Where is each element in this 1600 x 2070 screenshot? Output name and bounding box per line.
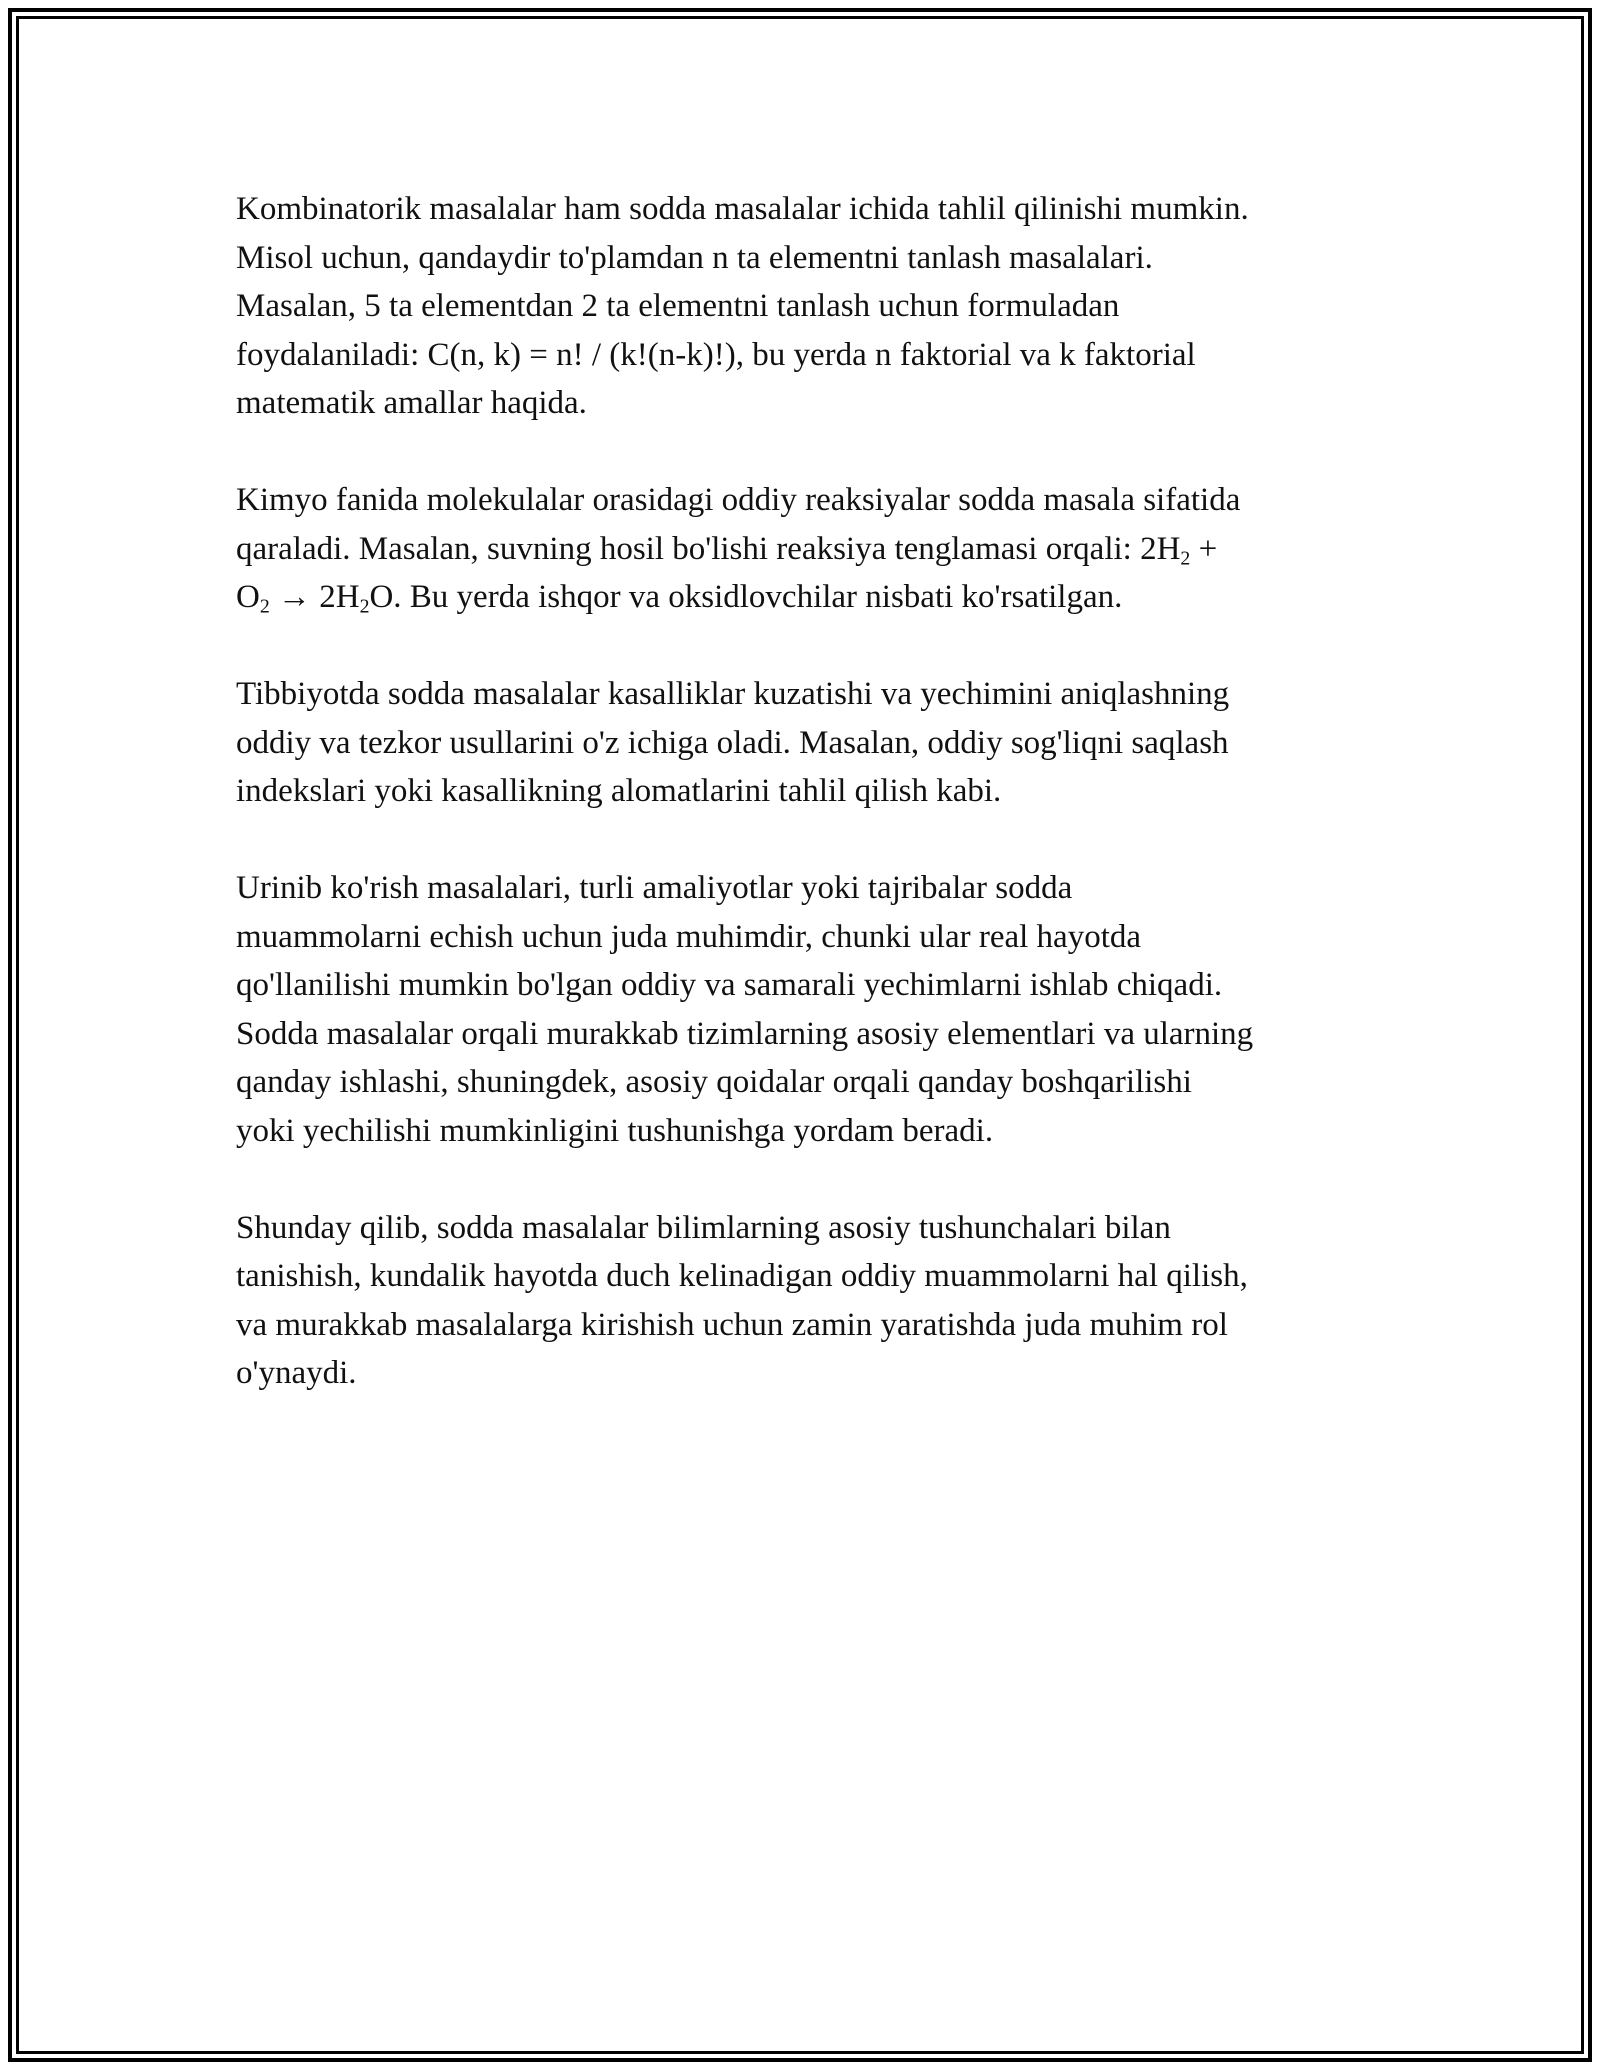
text-line: Misol uchun, qandaydir to'plamdan n ta elementni tanlash masalalari. (236, 239, 1153, 276)
paragraph-medicine (236, 670, 1376, 816)
text-line: Tibbiyotda sodda masalalar kasalliklar kuzatishi va yechimini aniqlashning (236, 676, 1230, 712)
subscript: 2 (259, 595, 270, 618)
text-fragment: O. Bu yerda ishqor va oksidlovchilar nisbati ko'rsatilgan. (369, 579, 1123, 615)
text-line: o'ynaydi. (236, 1355, 357, 1391)
text-fragment: → 2H (269, 579, 360, 615)
text-line: qo'llanilishi mumkin bo'lgan oddiy va samarali yechimlarni ishlab chiqadi. (236, 967, 1223, 1003)
text-line: indekslari yoki kasallikning alomatlarini tahlil qilish kabi. (236, 773, 1002, 809)
text-fragment: + (1190, 530, 1218, 567)
paragraph-chemistry (236, 476, 1376, 622)
text-line: oddiy va tezkor usullarini o'z ichiga oladi. Masalan, oddiy sog'liqni saqlash (236, 724, 1229, 761)
text-line: foydalaniladi: C(n, k) = n! / (k!(n-k)!), bu yerda n faktorial va k faktorial (236, 336, 1196, 373)
paragraph-combinatorics (236, 185, 1376, 428)
text-line: muammolarni echish uchun juda muhimdir, chunki ular real hayotda (236, 918, 1142, 955)
subscript: 2 (1180, 547, 1191, 570)
text-line: yoki yechilishi mumkinligini tushunishga yordam beradi. (236, 1112, 994, 1149)
text-line: Masalan, 5 ta elementdan 2 ta elementni tanlash uchun formuladan (236, 288, 1120, 324)
text-line: matematik amallar haqida. (236, 385, 587, 421)
text-line: tanishish, kundalik hayotda duch kelinadigan oddiy muammolarni hal qilish, (236, 1258, 1248, 1294)
text-line: Kimyo fanida molekulalar orasidagi oddiy reaksiyalar sodda masala sifatida (236, 482, 1241, 518)
text-line: qaraladi. Masalan, suvning hosil bo'lishi reaksiya tenglamasi orqali: 2H (236, 530, 1181, 567)
text-fragment: O (236, 579, 260, 615)
text-line: va murakkab masalalarga kirishish uchun zamin yaratishda juda muhim rol (236, 1306, 1228, 1343)
document-body (236, 185, 1376, 1446)
text-line: Sodda masalalar orqali murakkab tizimlarning asosiy elementlari va ularning (236, 1015, 1254, 1052)
paragraph-experiments (236, 864, 1376, 1155)
text-line: Shunday qilib, sodda masalalar bilimlarning asosiy tushunchalari bilan (236, 1209, 1171, 1246)
paragraph-conclusion (236, 1204, 1376, 1398)
text-line: Kombinatorik masalalar ham sodda masalalar ichida tahlil qilinishi mumkin. (236, 191, 1249, 227)
text-line: Urinib ko'rish masalalari, turli amaliyotlar yoki tajribalar sodda (236, 870, 1073, 906)
text-line: qanday ishlashi, shuningdek, asosiy qoidalar orqali qanday boshqarilishi (236, 1064, 1192, 1100)
subscript: 2 (359, 595, 370, 618)
